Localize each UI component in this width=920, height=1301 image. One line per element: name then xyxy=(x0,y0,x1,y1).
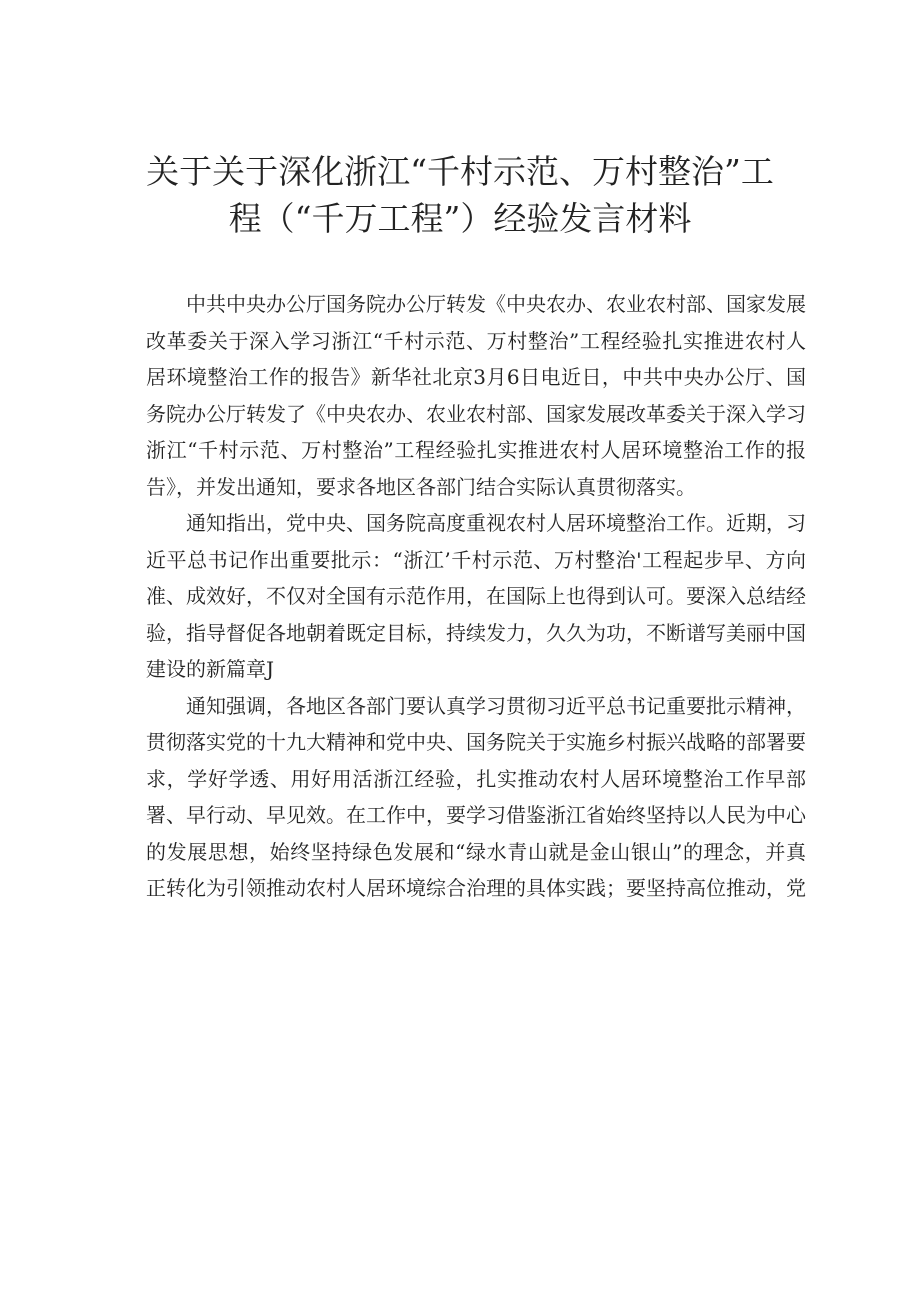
title-line-2: 程（“千万工程”）经验发言材料 xyxy=(228,199,692,238)
paragraph-1: 中共中央办公厅国务院办公厅转发《中央农办、农业农村部、国家发展改革委关于深入学习浙江“千村示范、万村整治”工程经验扎实推进农村人居环境整治工作的报告》新华社北京3月6日电近日，中共中央办公厅、国务院办公厅转发了《中央农办、农业农村部、国家发展改革委关于深入学习浙江“千村示范、万村整治”工程经验扎实推进农村人居环境整治工作的报告》，并发出通知，要求各地区各部门结合实际认真贯彻落实。 xyxy=(146,292,806,499)
paragraph-2: 通知指出，党中央、国务院高度重视农村人居环境整治工作。近期，习近平总书记作出重要批示：“浙江’千村示范、万村整治'工程起步早、方向准、成效好，不仅对全国有示范作用，在国际上也得到认可。要深入总结经验，指导督促各地朝着既定目标，持续发力，久久为功，不断谱写美丽中国建设的新篇章J xyxy=(146,511,806,681)
document-title xyxy=(120,148,800,242)
title-line-1: 关于关于深化浙江“千村示范、万村整治”工 xyxy=(146,152,774,191)
document-body xyxy=(146,286,806,907)
paragraph-3: 通知强调，各地区各部门要认真学习贯彻习近平总书记重要批示精神，贯彻落实党的十九大精神和党中央、国务院关于实施乡村振兴战略的部署要求，学好学透、用好用活浙江经验，扎实推动农村人居环境整治工作早部署、早行动、早见效。在工作中，要学习借鉴浙江省始终坚持以人民为中心的发展思想，始终坚持绿色发展和“绿水青山就是金山银山”的理念，并真正转化为引领推动农村人居环境综合治理的具体实践；要坚持高位推动，党 xyxy=(146,693,806,900)
